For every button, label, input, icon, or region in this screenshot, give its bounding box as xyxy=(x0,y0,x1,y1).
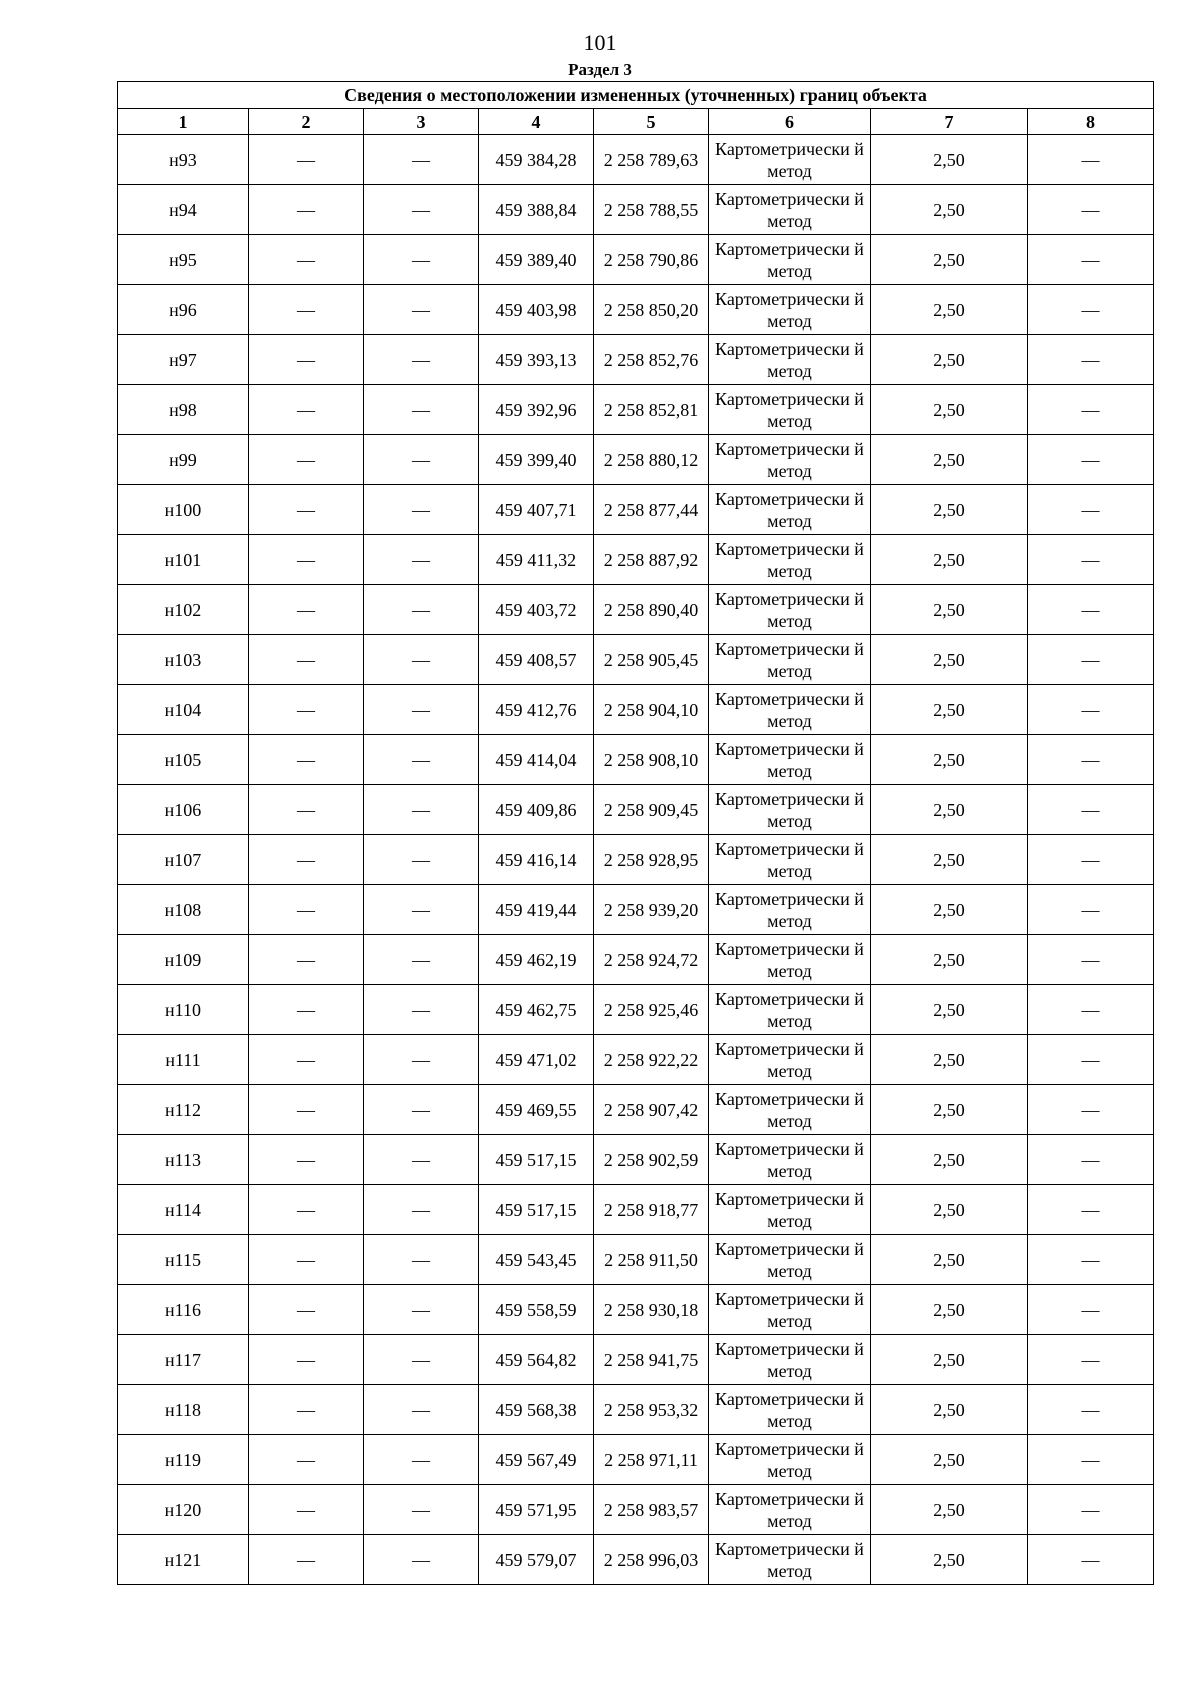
point-id: н113 xyxy=(118,1135,249,1185)
col2-value: — xyxy=(249,885,364,935)
point-id: н110 xyxy=(118,985,249,1035)
method: Картометрически й метод xyxy=(709,485,871,535)
method: Картометрически й метод xyxy=(709,585,871,635)
x-coordinate: 459 384,28 xyxy=(479,135,594,185)
x-coordinate: 459 543,45 xyxy=(479,1235,594,1285)
table-row xyxy=(118,485,1154,535)
col3-value: — xyxy=(364,1485,479,1535)
x-coordinate: 459 571,95 xyxy=(479,1485,594,1535)
col2-value: — xyxy=(249,785,364,835)
col2-value: — xyxy=(249,685,364,735)
y-coordinate: 2 258 928,95 xyxy=(594,835,709,885)
col2-value: — xyxy=(249,435,364,485)
accuracy: 2,50 xyxy=(871,1435,1028,1485)
x-coordinate: 459 388,84 xyxy=(479,185,594,235)
y-coordinate: 2 258 852,81 xyxy=(594,385,709,435)
method: Картометрически й метод xyxy=(709,835,871,885)
col2-value: — xyxy=(249,385,364,435)
table-row xyxy=(118,1485,1154,1535)
accuracy: 2,50 xyxy=(871,285,1028,335)
x-coordinate: 459 409,86 xyxy=(479,785,594,835)
accuracy: 2,50 xyxy=(871,435,1028,485)
table-row xyxy=(118,535,1154,585)
table-row xyxy=(118,1185,1154,1235)
col2-value: — xyxy=(249,1335,364,1385)
method: Картометрически й метод xyxy=(709,435,871,485)
table-row xyxy=(118,285,1154,335)
method: Картометрически й метод xyxy=(709,985,871,1035)
col3-value: — xyxy=(364,1535,479,1585)
accuracy: 2,50 xyxy=(871,585,1028,635)
col8-value: — xyxy=(1028,1385,1154,1435)
point-id: н121 xyxy=(118,1535,249,1585)
table-row xyxy=(118,1235,1154,1285)
point-id: н116 xyxy=(118,1285,249,1335)
y-coordinate: 2 258 905,45 xyxy=(594,635,709,685)
method: Картометрически й метод xyxy=(709,1535,871,1585)
point-id: н104 xyxy=(118,685,249,735)
x-coordinate: 459 403,98 xyxy=(479,285,594,335)
y-coordinate: 2 258 908,10 xyxy=(594,735,709,785)
x-coordinate: 459 392,96 xyxy=(479,385,594,435)
boundary-table xyxy=(117,81,1154,1585)
point-id: н106 xyxy=(118,785,249,835)
col3-value: — xyxy=(364,335,479,385)
col2-value: — xyxy=(249,1285,364,1335)
method: Картометрически й метод xyxy=(709,635,871,685)
table-row xyxy=(118,1385,1154,1435)
y-coordinate: 2 258 918,77 xyxy=(594,1185,709,1235)
accuracy: 2,50 xyxy=(871,535,1028,585)
accuracy: 2,50 xyxy=(871,935,1028,985)
column-header-8: 8 xyxy=(1028,109,1154,135)
x-coordinate: 459 416,14 xyxy=(479,835,594,885)
y-coordinate: 2 258 983,57 xyxy=(594,1485,709,1535)
point-id: н112 xyxy=(118,1085,249,1135)
col3-value: — xyxy=(364,1185,479,1235)
accuracy: 2,50 xyxy=(871,1035,1028,1085)
method: Картометрически й метод xyxy=(709,1235,871,1285)
col2-value: — xyxy=(249,1435,364,1485)
x-coordinate: 459 419,44 xyxy=(479,885,594,935)
col2-value: — xyxy=(249,535,364,585)
col3-value: — xyxy=(364,485,479,535)
accuracy: 2,50 xyxy=(871,135,1028,185)
x-coordinate: 459 462,75 xyxy=(479,985,594,1035)
point-id: н99 xyxy=(118,435,249,485)
col8-value: — xyxy=(1028,1185,1154,1235)
col8-value: — xyxy=(1028,635,1154,685)
col3-value: — xyxy=(364,185,479,235)
table-row xyxy=(118,135,1154,185)
accuracy: 2,50 xyxy=(871,235,1028,285)
method: Картометрически й метод xyxy=(709,185,871,235)
col8-value: — xyxy=(1028,985,1154,1035)
table-row xyxy=(118,185,1154,235)
col8-value: — xyxy=(1028,1235,1154,1285)
col3-value: — xyxy=(364,1085,479,1135)
accuracy: 2,50 xyxy=(871,1385,1028,1435)
col3-value: — xyxy=(364,785,479,835)
col8-value: — xyxy=(1028,1535,1154,1585)
col8-value: — xyxy=(1028,1135,1154,1185)
x-coordinate: 459 403,72 xyxy=(479,585,594,635)
method: Картометрически й метод xyxy=(709,1485,871,1535)
col8-value: — xyxy=(1028,135,1154,185)
table-row xyxy=(118,735,1154,785)
method: Картометрически й метод xyxy=(709,735,871,785)
point-id: н95 xyxy=(118,235,249,285)
method: Картометрически й метод xyxy=(709,1185,871,1235)
point-id: н101 xyxy=(118,535,249,585)
col3-value: — xyxy=(364,1435,479,1485)
point-id: н100 xyxy=(118,485,249,535)
col8-value: — xyxy=(1028,1285,1154,1335)
table-row xyxy=(118,1435,1154,1485)
col2-value: — xyxy=(249,1485,364,1535)
col8-value: — xyxy=(1028,1485,1154,1535)
method: Картометрически й метод xyxy=(709,1135,871,1185)
y-coordinate: 2 258 909,45 xyxy=(594,785,709,835)
col8-value: — xyxy=(1028,935,1154,985)
col2-value: — xyxy=(249,1035,364,1085)
col3-value: — xyxy=(364,985,479,1035)
page-number: 101 xyxy=(583,30,617,55)
table-row xyxy=(118,1135,1154,1185)
accuracy: 2,50 xyxy=(871,1085,1028,1135)
table-row xyxy=(118,1535,1154,1585)
point-id: н111 xyxy=(118,1035,249,1085)
col8-value: — xyxy=(1028,785,1154,835)
col3-value: — xyxy=(364,635,479,685)
col8-value: — xyxy=(1028,385,1154,435)
y-coordinate: 2 258 790,86 xyxy=(594,235,709,285)
col3-value: — xyxy=(364,685,479,735)
col2-value: — xyxy=(249,1085,364,1135)
point-id: н108 xyxy=(118,885,249,935)
col2-value: — xyxy=(249,935,364,985)
x-coordinate: 459 411,32 xyxy=(479,535,594,585)
col2-value: — xyxy=(249,1135,364,1185)
column-header-7: 7 xyxy=(871,109,1028,135)
accuracy: 2,50 xyxy=(871,1235,1028,1285)
table-row xyxy=(118,1035,1154,1085)
method: Картометрически й метод xyxy=(709,1435,871,1485)
col2-value: — xyxy=(249,285,364,335)
x-coordinate: 459 408,57 xyxy=(479,635,594,685)
col3-value: — xyxy=(364,735,479,785)
col3-value: — xyxy=(364,1135,479,1185)
col8-value: — xyxy=(1028,235,1154,285)
y-coordinate: 2 258 925,46 xyxy=(594,985,709,1035)
col3-value: — xyxy=(364,585,479,635)
col3-value: — xyxy=(364,1035,479,1085)
col3-value: — xyxy=(364,1285,479,1335)
col3-value: — xyxy=(364,285,479,335)
accuracy: 2,50 xyxy=(871,885,1028,935)
accuracy: 2,50 xyxy=(871,985,1028,1035)
col8-value: — xyxy=(1028,735,1154,785)
column-header-5: 5 xyxy=(594,109,709,135)
col2-value: — xyxy=(249,835,364,885)
y-coordinate: 2 258 789,63 xyxy=(594,135,709,185)
col2-value: — xyxy=(249,135,364,185)
y-coordinate: 2 258 877,44 xyxy=(594,485,709,535)
y-coordinate: 2 258 922,22 xyxy=(594,1035,709,1085)
y-coordinate: 2 258 911,50 xyxy=(594,1235,709,1285)
point-id: н93 xyxy=(118,135,249,185)
accuracy: 2,50 xyxy=(871,685,1028,735)
point-id: н107 xyxy=(118,835,249,885)
table-row xyxy=(118,385,1154,435)
y-coordinate: 2 258 941,75 xyxy=(594,1335,709,1385)
table-row xyxy=(118,435,1154,485)
col8-value: — xyxy=(1028,285,1154,335)
y-coordinate: 2 258 850,20 xyxy=(594,285,709,335)
table-row xyxy=(118,835,1154,885)
col8-value: — xyxy=(1028,1335,1154,1385)
col2-value: — xyxy=(249,235,364,285)
y-coordinate: 2 258 996,03 xyxy=(594,1535,709,1585)
y-coordinate: 2 258 971,11 xyxy=(594,1435,709,1485)
x-coordinate: 459 469,55 xyxy=(479,1085,594,1135)
col8-value: — xyxy=(1028,1035,1154,1085)
point-id: н109 xyxy=(118,935,249,985)
col3-value: — xyxy=(364,435,479,485)
y-coordinate: 2 258 924,72 xyxy=(594,935,709,985)
table-body xyxy=(118,135,1154,1585)
table-row xyxy=(118,1085,1154,1135)
table-caption: Сведения о местоположении измененных (уточненных) границ объекта xyxy=(118,82,1154,109)
x-coordinate: 459 564,82 xyxy=(479,1335,594,1385)
y-coordinate: 2 258 788,55 xyxy=(594,185,709,235)
col3-value: — xyxy=(364,1385,479,1435)
method: Картометрически й метод xyxy=(709,535,871,585)
column-header-1: 1 xyxy=(118,109,249,135)
point-id: н115 xyxy=(118,1235,249,1285)
accuracy: 2,50 xyxy=(871,735,1028,785)
point-id: н118 xyxy=(118,1385,249,1435)
col8-value: — xyxy=(1028,535,1154,585)
table-row xyxy=(118,685,1154,735)
x-coordinate: 459 471,02 xyxy=(479,1035,594,1085)
col8-value: — xyxy=(1028,435,1154,485)
x-coordinate: 459 462,19 xyxy=(479,935,594,985)
section-title: Раздел 3 xyxy=(568,60,632,79)
accuracy: 2,50 xyxy=(871,785,1028,835)
point-id: н105 xyxy=(118,735,249,785)
y-coordinate: 2 258 880,12 xyxy=(594,435,709,485)
point-id: н120 xyxy=(118,1485,249,1535)
column-header-4: 4 xyxy=(479,109,594,135)
x-coordinate: 459 517,15 xyxy=(479,1185,594,1235)
x-coordinate: 459 517,15 xyxy=(479,1135,594,1185)
y-coordinate: 2 258 902,59 xyxy=(594,1135,709,1185)
accuracy: 2,50 xyxy=(871,1335,1028,1385)
accuracy: 2,50 xyxy=(871,1535,1028,1585)
col3-value: — xyxy=(364,1335,479,1385)
method: Картометрически й метод xyxy=(709,1035,871,1085)
col2-value: — xyxy=(249,485,364,535)
method: Картометрически й метод xyxy=(709,935,871,985)
table-row xyxy=(118,985,1154,1035)
col3-value: — xyxy=(364,235,479,285)
x-coordinate: 459 414,04 xyxy=(479,735,594,785)
table-row xyxy=(118,785,1154,835)
y-coordinate: 2 258 953,32 xyxy=(594,1385,709,1435)
col8-value: — xyxy=(1028,685,1154,735)
y-coordinate: 2 258 904,10 xyxy=(594,685,709,735)
accuracy: 2,50 xyxy=(871,835,1028,885)
col2-value: — xyxy=(249,985,364,1035)
col2-value: — xyxy=(249,185,364,235)
method: Картометрически й метод xyxy=(709,285,871,335)
col2-value: — xyxy=(249,1235,364,1285)
y-coordinate: 2 258 939,20 xyxy=(594,885,709,935)
col3-value: — xyxy=(364,385,479,435)
point-id: н114 xyxy=(118,1185,249,1235)
col2-value: — xyxy=(249,585,364,635)
method: Картометрически й метод xyxy=(709,685,871,735)
table-row xyxy=(118,635,1154,685)
col8-value: — xyxy=(1028,1435,1154,1485)
x-coordinate: 459 393,13 xyxy=(479,335,594,385)
point-id: н98 xyxy=(118,385,249,435)
column-header-3: 3 xyxy=(364,109,479,135)
col3-value: — xyxy=(364,935,479,985)
col3-value: — xyxy=(364,885,479,935)
accuracy: 2,50 xyxy=(871,1485,1028,1535)
y-coordinate: 2 258 890,40 xyxy=(594,585,709,635)
accuracy: 2,50 xyxy=(871,185,1028,235)
x-coordinate: 459 399,40 xyxy=(479,435,594,485)
col3-value: — xyxy=(364,535,479,585)
x-coordinate: 459 389,40 xyxy=(479,235,594,285)
y-coordinate: 2 258 930,18 xyxy=(594,1285,709,1335)
method: Картометрически й метод xyxy=(709,885,871,935)
table-row xyxy=(118,1285,1154,1335)
method: Картометрически й метод xyxy=(709,335,871,385)
col2-value: — xyxy=(249,735,364,785)
col2-value: — xyxy=(249,635,364,685)
column-header-2: 2 xyxy=(249,109,364,135)
method: Картометрически й метод xyxy=(709,1285,871,1335)
point-id: н119 xyxy=(118,1435,249,1485)
column-header-6: 6 xyxy=(709,109,871,135)
accuracy: 2,50 xyxy=(871,1185,1028,1235)
col8-value: — xyxy=(1028,335,1154,385)
accuracy: 2,50 xyxy=(871,1285,1028,1335)
col3-value: — xyxy=(364,135,479,185)
method: Картометрически й метод xyxy=(709,1385,871,1435)
col8-value: — xyxy=(1028,835,1154,885)
x-coordinate: 459 558,59 xyxy=(479,1285,594,1335)
x-coordinate: 459 567,49 xyxy=(479,1435,594,1485)
method: Картометрически й метод xyxy=(709,1085,871,1135)
point-id: н96 xyxy=(118,285,249,335)
table-row xyxy=(118,235,1154,285)
accuracy: 2,50 xyxy=(871,385,1028,435)
col8-value: — xyxy=(1028,585,1154,635)
point-id: н103 xyxy=(118,635,249,685)
col3-value: — xyxy=(364,835,479,885)
y-coordinate: 2 258 852,76 xyxy=(594,335,709,385)
point-id: н94 xyxy=(118,185,249,235)
method: Картометрически й метод xyxy=(709,385,871,435)
point-id: н97 xyxy=(118,335,249,385)
point-id: н117 xyxy=(118,1335,249,1385)
table-row xyxy=(118,585,1154,635)
accuracy: 2,50 xyxy=(871,485,1028,535)
method: Картометрически й метод xyxy=(709,235,871,285)
table-row xyxy=(118,935,1154,985)
col8-value: — xyxy=(1028,185,1154,235)
table-row xyxy=(118,335,1154,385)
y-coordinate: 2 258 887,92 xyxy=(594,535,709,585)
col2-value: — xyxy=(249,1535,364,1585)
col8-value: — xyxy=(1028,1085,1154,1135)
table-row xyxy=(118,885,1154,935)
col8-value: — xyxy=(1028,485,1154,535)
accuracy: 2,50 xyxy=(871,335,1028,385)
accuracy: 2,50 xyxy=(871,635,1028,685)
x-coordinate: 459 412,76 xyxy=(479,685,594,735)
table-row xyxy=(118,1335,1154,1385)
col3-value: — xyxy=(364,1235,479,1285)
x-coordinate: 459 568,38 xyxy=(479,1385,594,1435)
method: Картометрически й метод xyxy=(709,1335,871,1385)
col2-value: — xyxy=(249,1185,364,1235)
point-id: н102 xyxy=(118,585,249,635)
table-header-row xyxy=(118,109,1154,135)
x-coordinate: 459 579,07 xyxy=(479,1535,594,1585)
col2-value: — xyxy=(249,335,364,385)
accuracy: 2,50 xyxy=(871,1135,1028,1185)
method: Картометрически й метод xyxy=(709,785,871,835)
col8-value: — xyxy=(1028,885,1154,935)
x-coordinate: 459 407,71 xyxy=(479,485,594,535)
method: Картометрически й метод xyxy=(709,135,871,185)
col2-value: — xyxy=(249,1385,364,1435)
y-coordinate: 2 258 907,42 xyxy=(594,1085,709,1135)
